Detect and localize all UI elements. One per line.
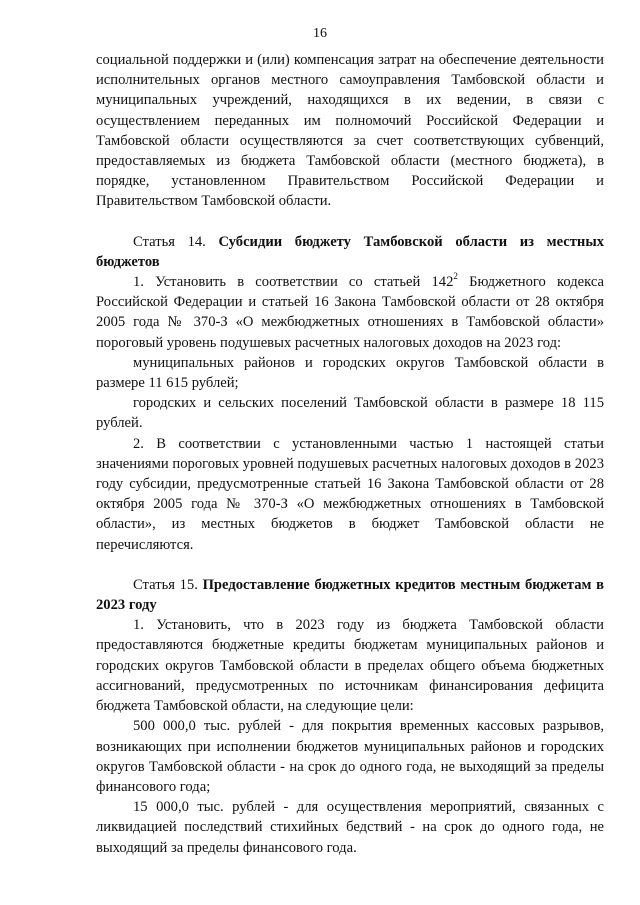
document-body [96,50,604,858]
article-14-title: Субсидии бюджету Тамбовской области из местных бюджетов [96,233,605,270]
article-15-paragraph-1: 1. Установить, что в 2023 году из бюджета Тамбовской области предоставляются бюджетные кредиты бюджетам муниципальных районов и городских округов Тамбовской области в пределах общего объема бюджетных ассигнований, предусмотренных по источникам финансирования дефицита бюджета Тамбовской области, на следующие цели: [96,617,604,715]
article-14-paragraph-2: 2. В соответствии с установленными частью 1 настоящей статьи значениями пороговых уровней подушевых расчетных налоговых доходов в 2023 году субсидии, предусмотренные статьей 16 Закона Тамбовской области от 28 октября 2005 года № 370-З «О межбюджетных отношениях в Тамбовской области», из местных бюджетов в бюджет Тамбовской области не перечисляются. [96,435,604,553]
article-15-label: Статья 15. [133,576,198,593]
article-14-item-2: городских и сельских поселений Тамбовской области в размере 18 115 рублей. [96,395,604,432]
page-number: 16 [313,26,327,41]
article-14-item-1: муниципальных районов и городских округов Тамбовской области в размере 11 615 рублей; [96,354,604,392]
article-14-heading [96,232,604,272]
article-15-heading [96,575,604,615]
article-15-item-2: 15 000,0 тыс. рублей - для осуществления мероприятий, связанных с ликвидацией последствий стихийных бедствий - на срок до одного года, не выходящий за пределы финансового года. [96,799,604,856]
article-14-p1-end: Бюджетного кодекса Российской Федерации и статьей 16 Закона Тамбовской области от 28 октября 2005 года № 370-З «О межбюджетных отношениях в Тамбовской области» пороговый уровень подушевых расчетных налоговых доходов на 2023 год: [96,274,604,351]
intro-paragraph: социальной поддержки и (или) компенсация затрат на обеспечение деятельности исполнительных органов местного самоуправления Тамбовской области и муниципальных учреждений, находящихся в их ведении, в связи с осуществлением переданных им полномочий Российской Федерации и Тамбовской области осуществляются за счет соответствующих субвенций, предоставляемых из бюджета Тамбовской области (местного бюджета), в порядке, установленном Правительством Российской Федерации и Правительством Тамбовской области. [96,52,604,210]
article-15-title: Предоставление бюджетных кредитов местным бюджетам в 2023 году [96,576,604,614]
article-14-p1-start: 1. Установить в соответствии со статьей 142 [133,274,454,291]
article-14-p1-superscript: 2 [453,271,458,282]
article-14-label: Статья 14. [133,233,206,250]
article-14-paragraph-1 [96,272,604,353]
article-15-item-1: 500 000,0 тыс. рублей - для покрытия временных кассовых разрывов, возникающих при исполнении бюджетов муниципальных районов и городских округов Тамбовской области - на срок до одного года, не выходящий за пределы финансового года; [96,718,604,795]
